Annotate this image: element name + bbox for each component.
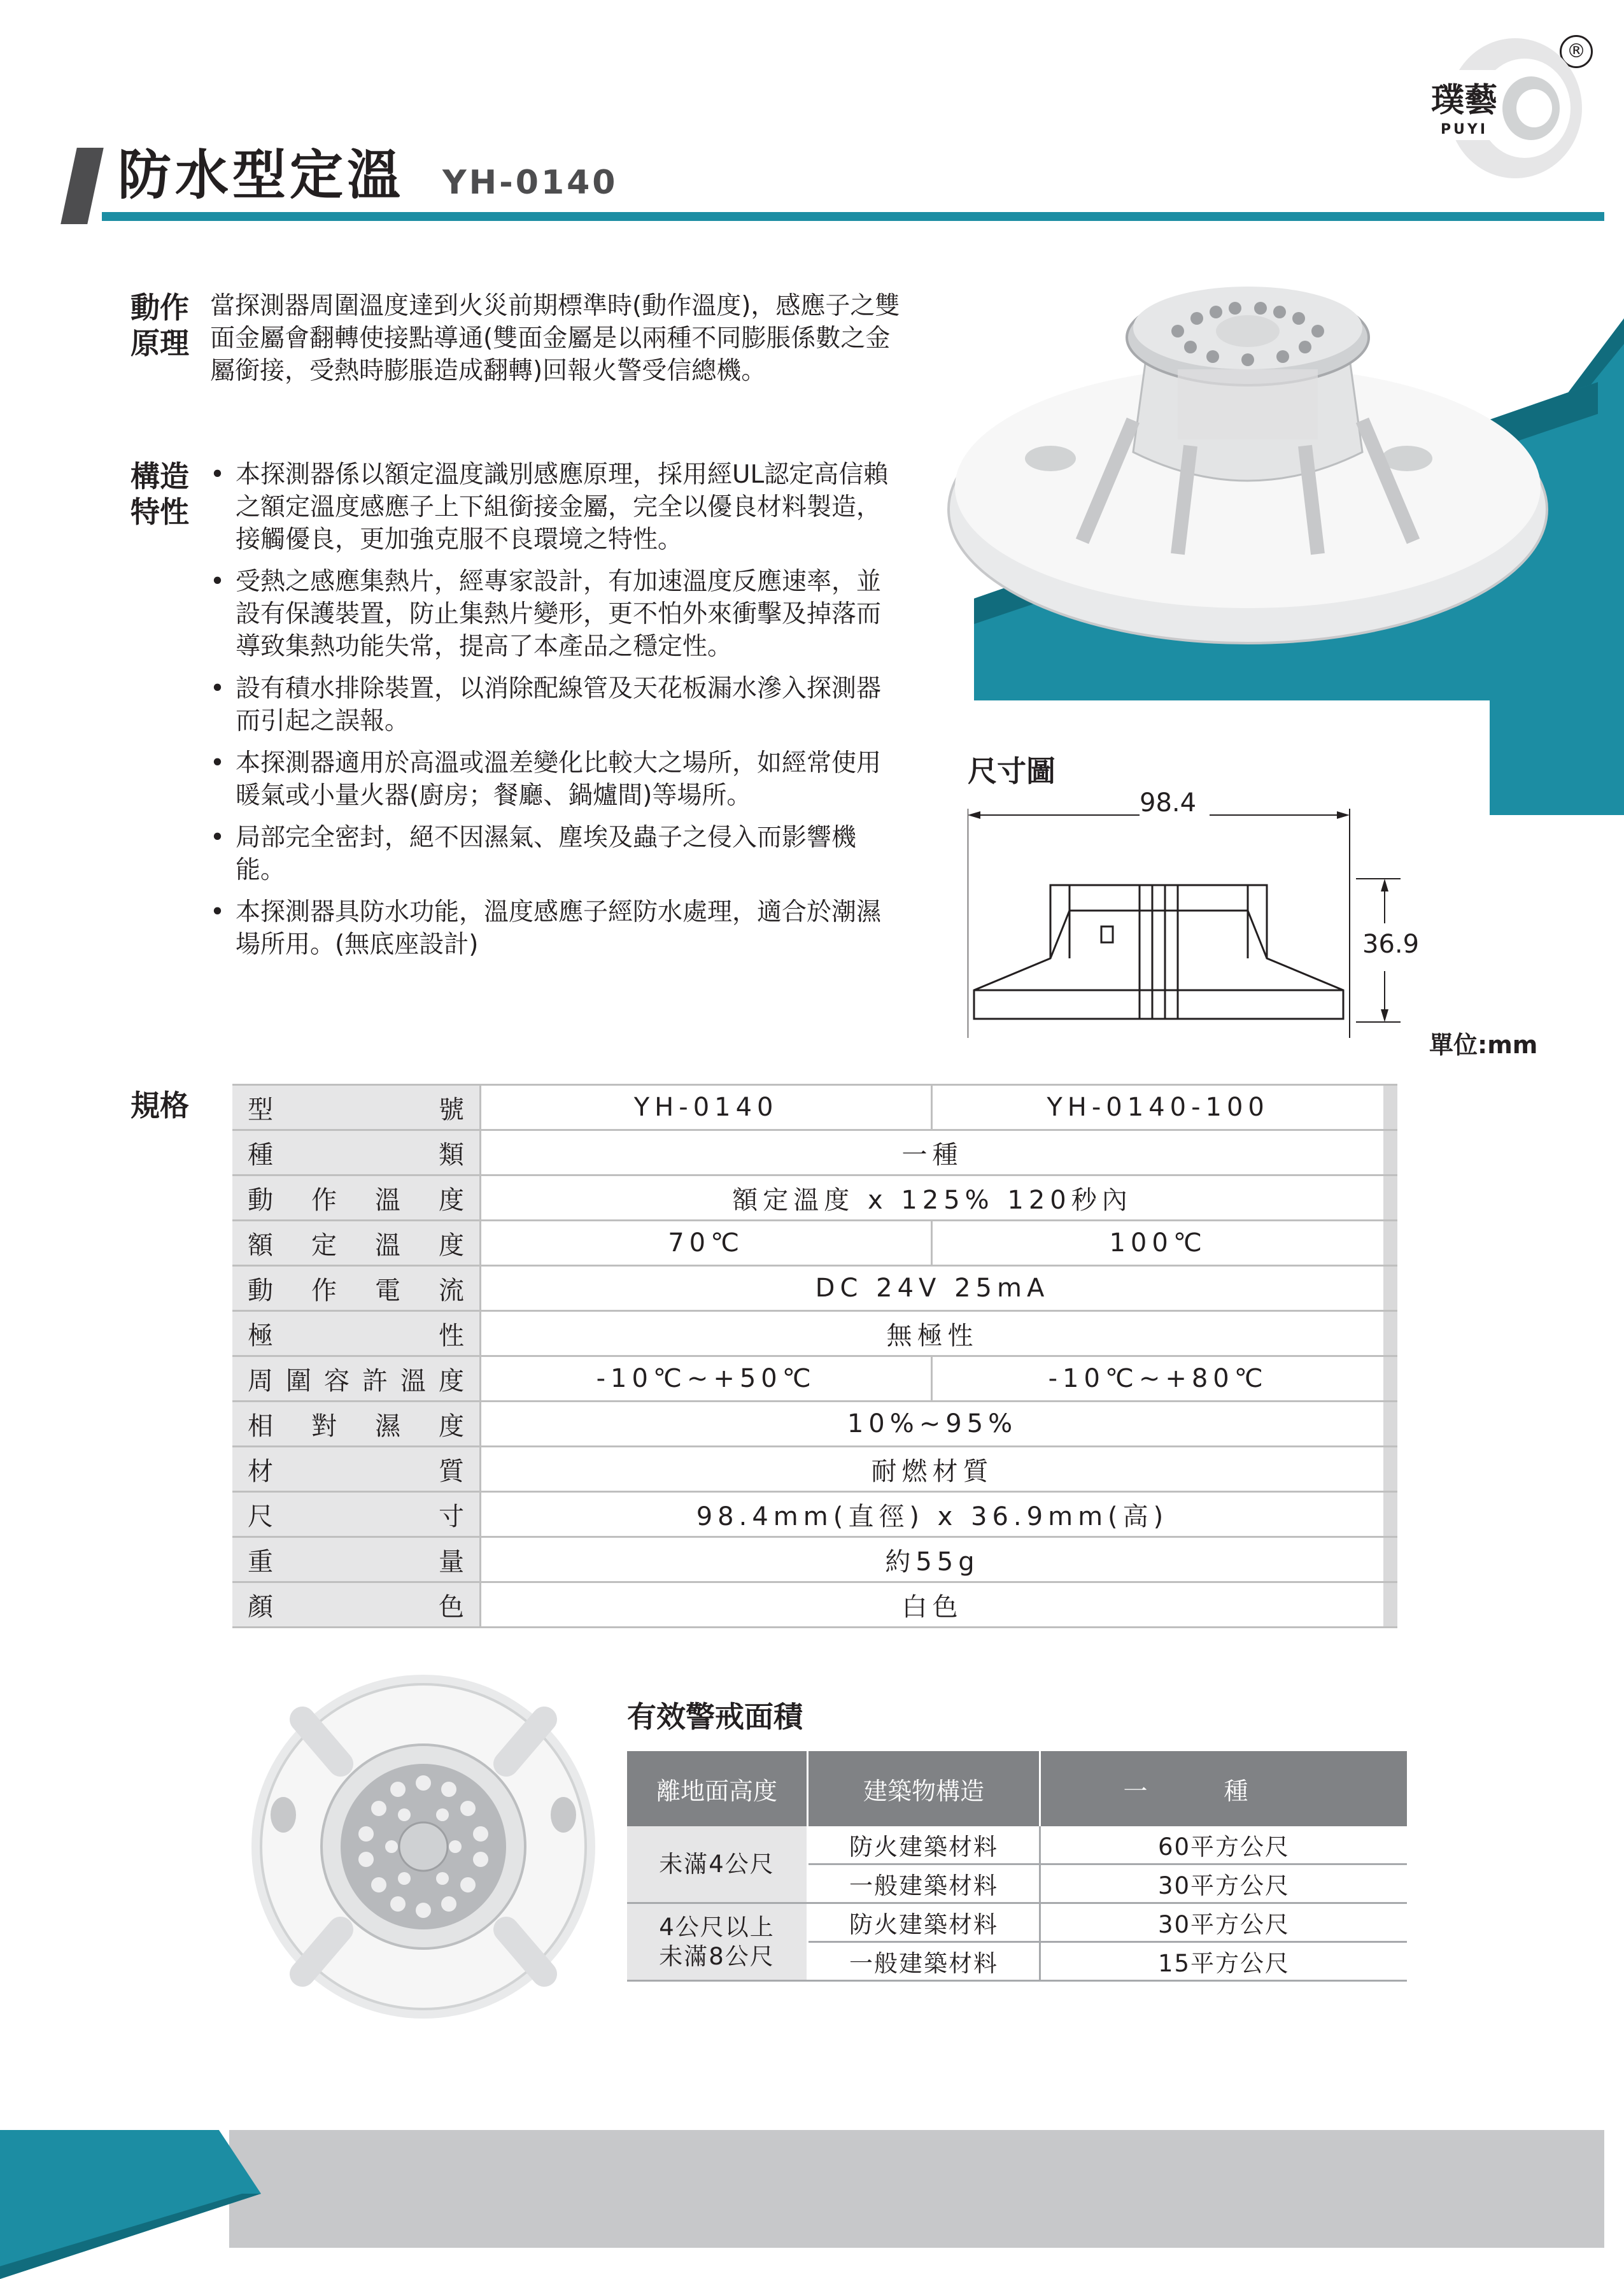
table-row: 未滿4公尺 防火建築材料 60平方公尺 [627, 1826, 1407, 1864]
page-model: YH-0140 [442, 164, 618, 202]
brand-logo [1401, 25, 1585, 191]
table-row: 種 類 一種 [232, 1130, 1397, 1175]
table-row: 周 圍 容 許 溫 度 -10℃~+50℃ -10℃~+80℃ [232, 1356, 1397, 1402]
coverage-table [627, 1751, 1407, 1982]
spec-ambient-1: -10℃~+50℃ [481, 1356, 932, 1402]
coverage-header-height: 離地面高度 [627, 1751, 808, 1826]
coverage-header-type: 一種 [1040, 1751, 1408, 1826]
spec-rated-temp-2: 100℃ [932, 1221, 1383, 1266]
dimension-drawing [968, 796, 1439, 1038]
table-row: 4公尺以上 未滿8公尺 防火建築材料 30平方公尺 [627, 1903, 1407, 1942]
table-row: 動 作 溫 度 額定溫度 x 125% 120秒內 [232, 1175, 1397, 1221]
table-row: 一般建築材料 15平方公尺 [627, 1942, 1407, 1981]
list-item: • 本探測器具防水功能，溫度感應子經防水處理，適合於潮濕場所用。(無底座設計) [210, 896, 904, 961]
table-row: 尺 寸 98.4mm(直徑) x 36.9mm(高) [232, 1492, 1397, 1537]
structure-list [210, 458, 904, 970]
table-row: 材 質 耐燃材質 [232, 1447, 1397, 1492]
page-title: 防水型定溫 [118, 144, 405, 206]
principle-label: 動作 原理 [131, 290, 189, 360]
table-row: 額 定 溫 度 70℃ 100℃ [232, 1221, 1397, 1266]
list-item: • 受熱之感應集熱片，經專家設計，有加速溫度反應速率，並設有保護裝置，防止集熱片變形，更不怕外來衝擊及掉落而導致集熱功能失常，提高了本產品之穩定性。 [210, 565, 904, 663]
spec-rated-temp-1: 70℃ [481, 1221, 932, 1266]
dimension-width: 98.4 [1140, 788, 1197, 818]
table-row: 動 作 電 流 DC 24V 25mA [232, 1266, 1397, 1311]
structure-label: 構造 特性 [131, 459, 189, 529]
table-row [627, 1751, 1407, 1826]
table-row: 重 量 約55g [232, 1537, 1397, 1582]
spec-type: 一種 [481, 1130, 1384, 1175]
spec-model-1: YH-0140 [481, 1085, 932, 1130]
registered-mark: ® [1560, 35, 1593, 68]
coverage-height-2: 4公尺以上 未滿8公尺 [627, 1903, 808, 1981]
table-row: 型 號 YH-0140 YH-0140-100 [232, 1085, 1397, 1130]
product-side-image [923, 267, 1598, 700]
logo-text-cn: 璞藝 [1430, 82, 1498, 120]
table-row: 顏 色 白色 [232, 1582, 1397, 1628]
title-accent-bar [60, 148, 104, 224]
principle-text: 當探測器周圍溫度達到火災前期標準時(動作溫度)，感應子之雙面金屬會翻轉使接點導通(雙面金屬是以兩種不同膨脹係數之金屬銜接，受熱時膨脹造成翻轉)回報火警受信總機。 [210, 292, 900, 385]
list-item: • 局部完全密封，絕不因濕氣、塵埃及蟲子之侵入而影響機能。 [210, 821, 904, 886]
spec-ambient-2: -10℃~+80℃ [932, 1356, 1383, 1402]
coverage-title: 有效警戒面積 [627, 1700, 803, 1734]
list-item: • 本探測器適用於高溫或溫差變化比較大之場所，如經常使用暖氣或小量火器(廚房；餐廳、鍋爐間)等場所。 [210, 747, 904, 812]
dimension-height: 36.9 [1362, 930, 1420, 959]
spec-action-temp: 額定溫度 x 125% 120秒內 [481, 1175, 1384, 1221]
spec-polarity: 無極性 [481, 1311, 1384, 1356]
coverage-header-structure: 建築物構造 [808, 1751, 1040, 1826]
table-row: 相 對 濕 度 10%~95% [232, 1402, 1397, 1447]
spec-model-2: YH-0140-100 [932, 1085, 1383, 1130]
logo-text-en: PUYI [1440, 122, 1488, 138]
title-underline [102, 212, 1604, 221]
coverage-height-1: 未滿4公尺 [627, 1826, 808, 1903]
dimension-title: 尺寸圖 [968, 754, 1056, 788]
table-row: 一般建築材料 30平方公尺 [627, 1864, 1407, 1903]
spec-size: 98.4mm(直徑) x 36.9mm(高) [481, 1492, 1384, 1537]
footer-decoration [0, 2130, 1624, 2279]
product-top-image [245, 1668, 602, 2025]
table-row: 極 性 無極性 [232, 1311, 1397, 1356]
spec-material: 耐燃材質 [481, 1447, 1384, 1492]
list-item: • 本探測器係以額定溫度識別感應原理，採用經UL認定高信賴之額定溫度感應子上下組銜接金屬，完全以優良材料製造，接觸優良，更加強克服不良環境之特性。 [210, 458, 904, 556]
dimension-unit: 單位:mm [1429, 1031, 1538, 1059]
spec-current: DC 24V 25mA [481, 1266, 1384, 1311]
spec-weight: 約55g [481, 1537, 1384, 1582]
spec-label: 規格 [131, 1088, 189, 1123]
list-item: • 設有積水排除裝置，以消除配線管及天花板漏水滲入探測器而引起之誤報。 [210, 672, 904, 737]
spec-color: 白色 [481, 1582, 1384, 1628]
spec-table [232, 1084, 1397, 1628]
spec-humidity: 10%~95% [481, 1402, 1384, 1447]
